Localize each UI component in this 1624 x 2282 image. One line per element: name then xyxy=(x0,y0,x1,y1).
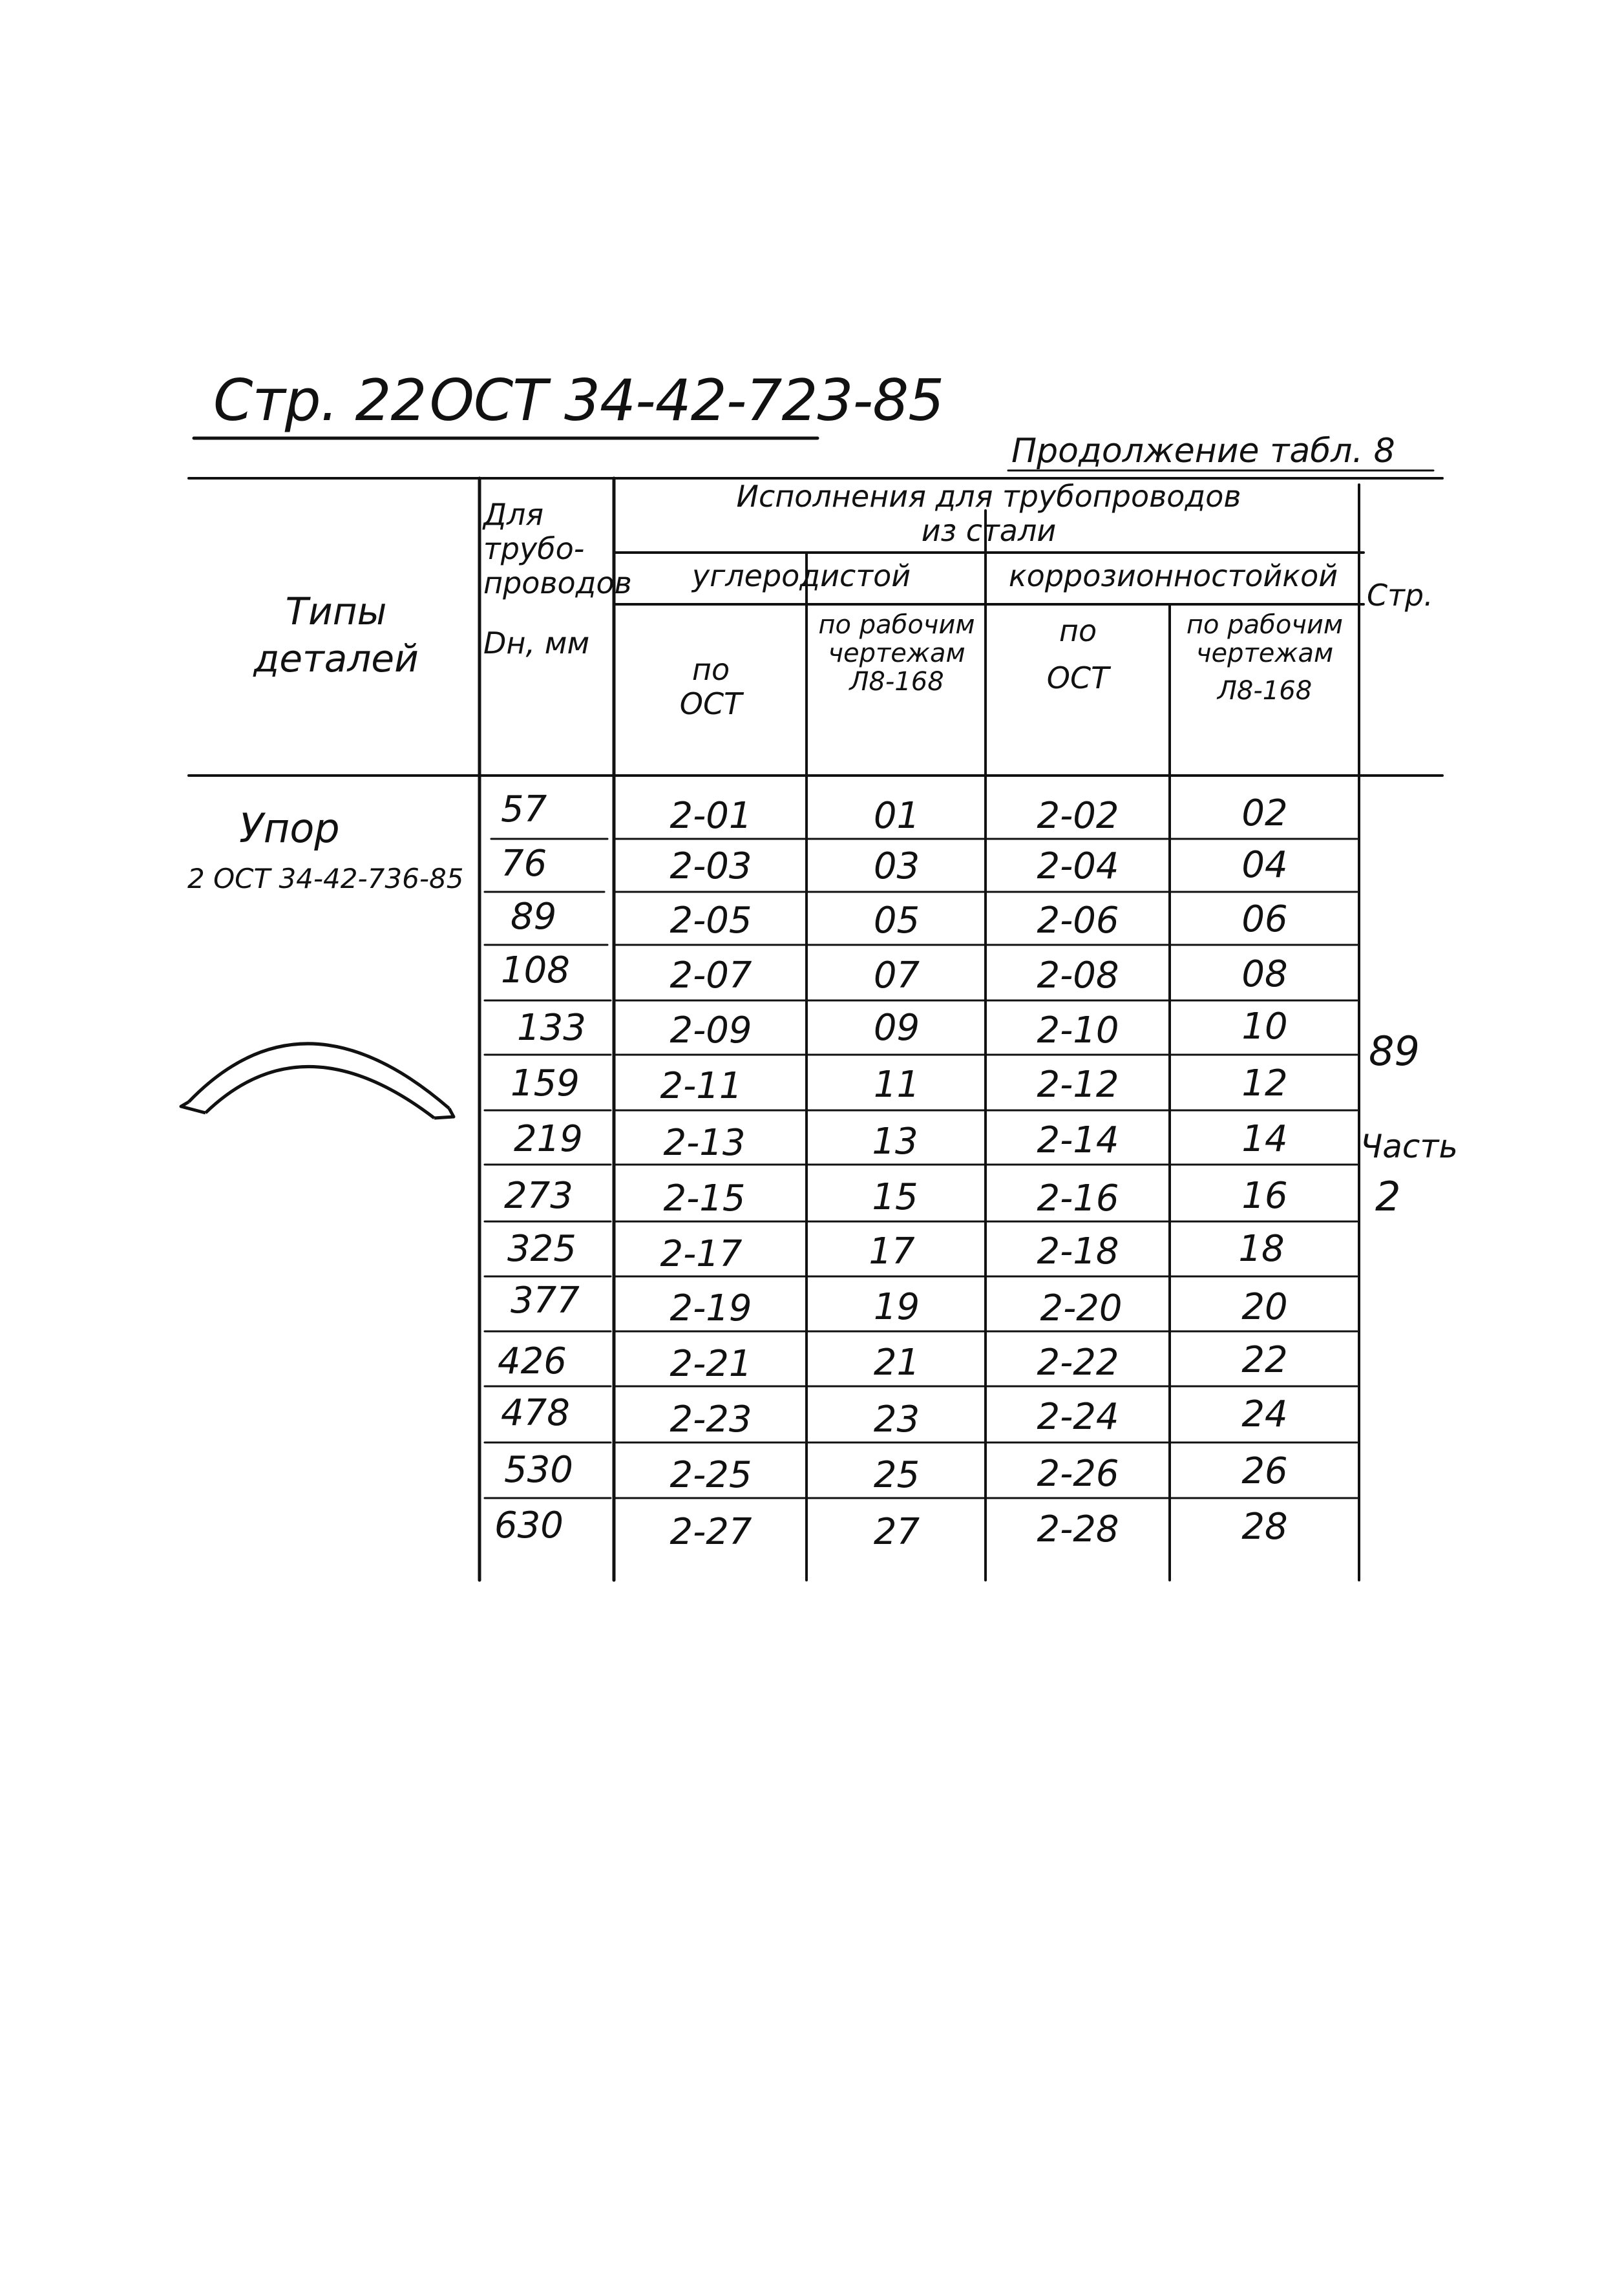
stainless-drawing-cell: 24 xyxy=(1241,1393,1288,1435)
stainless-ost-cell: 2-18 xyxy=(1037,1231,1119,1273)
stainless-drawing-cell: 26 xyxy=(1241,1450,1288,1492)
page-number: 89 xyxy=(1369,1028,1420,1075)
dn-cell: 108 xyxy=(501,949,570,991)
stainless-ost-cell: 2-20 xyxy=(1040,1287,1123,1329)
carbon-ost-cell: 2-25 xyxy=(670,1454,752,1496)
dn-cell: 57 xyxy=(501,788,547,830)
carbon-ost-cell: 2-09 xyxy=(670,1009,752,1051)
carbon-drawing-cell: 09 xyxy=(873,1007,920,1049)
carbon-drawing-cell: 15 xyxy=(872,1176,918,1218)
carbon-drawing-cell: 13 xyxy=(872,1121,918,1163)
stainless-ost-cell: 2-12 xyxy=(1037,1064,1119,1106)
stainless-drawing-cell: 02 xyxy=(1241,792,1288,834)
table-row xyxy=(0,1224,1624,1276)
stainless-drawing-cell: 08 xyxy=(1241,953,1288,995)
continuation-label: Продолжение табл. 8 xyxy=(1011,432,1395,470)
table-row xyxy=(0,841,1624,892)
carbon-drawing-cell: 21 xyxy=(873,1342,920,1384)
carbon-ost-cell: 2-01 xyxy=(670,795,752,837)
part-label: Часть xyxy=(1360,1128,1459,1165)
dn-cell: 219 xyxy=(514,1118,583,1160)
stainless-steel-header: коррозионностойкой xyxy=(1008,558,1338,593)
table-row xyxy=(0,1334,1624,1386)
carbon-drawing-cell: 25 xyxy=(873,1454,920,1496)
table-row xyxy=(0,1445,1624,1497)
detail-types-header: Типы деталей xyxy=(253,589,419,681)
stainless-ost-cell: 2-28 xyxy=(1037,1508,1119,1550)
page-ref: Стр. 22 xyxy=(213,367,427,434)
standard-number: ОСТ 34-42-723-85 xyxy=(429,367,944,434)
part-number: 2 xyxy=(1375,1173,1401,1220)
carbon-drawing-header: по рабочим чертежам Л8-168 xyxy=(818,610,975,697)
carbon-drawing-cell: 11 xyxy=(873,1064,920,1106)
carbon-steel-header: углеродистой xyxy=(691,558,911,593)
page-column-header: Стр. xyxy=(1367,578,1433,613)
dn-cell: 133 xyxy=(517,1007,586,1049)
carbon-ost-cell: 2-21 xyxy=(670,1343,752,1385)
carbon-ost-cell: 2-19 xyxy=(670,1287,752,1329)
dn-cell: 325 xyxy=(507,1228,576,1270)
carbon-drawing-cell: 03 xyxy=(873,845,920,887)
dn-cell: 159 xyxy=(511,1062,580,1104)
detail-standard: 2 ОСТ 34-42-736-85 xyxy=(187,863,464,894)
carbon-ost-cell: 2-05 xyxy=(670,900,752,942)
stainless-ost-cell: 2-04 xyxy=(1037,845,1119,887)
stainless-drawing-header: по рабочим чертежам Л8-168 xyxy=(1186,610,1344,706)
dn-header: Для трубо- проводов Dн, мм xyxy=(483,497,632,660)
stainless-drawing-cell: 04 xyxy=(1241,844,1288,886)
stainless-drawing-cell: 06 xyxy=(1241,898,1288,940)
stainless-drawing-cell: 16 xyxy=(1241,1175,1288,1217)
stainless-ost-cell: 2-02 xyxy=(1037,795,1119,837)
table-row xyxy=(0,787,1624,838)
carbon-ost-cell: 2-17 xyxy=(660,1233,743,1275)
stainless-ost-cell: 2-24 xyxy=(1037,1396,1119,1438)
table-row xyxy=(0,894,1624,945)
stainless-ost-cell: 2-14 xyxy=(1037,1119,1119,1161)
stainless-ost-header: по ОСТ xyxy=(1046,613,1110,695)
dn-cell: 377 xyxy=(511,1280,580,1322)
table-row xyxy=(0,1501,1624,1552)
carbon-drawing-cell: 23 xyxy=(873,1399,920,1441)
stainless-drawing-cell: 28 xyxy=(1241,1506,1288,1548)
dn-cell: 76 xyxy=(501,843,547,885)
dn-cell: 273 xyxy=(504,1175,573,1217)
stainless-drawing-cell: 10 xyxy=(1241,1006,1288,1048)
dn-cell: 89 xyxy=(511,896,557,938)
carbon-ost-cell: 2-27 xyxy=(670,1511,752,1553)
carbon-drawing-cell: 01 xyxy=(873,795,920,837)
stainless-ost-cell: 2-06 xyxy=(1037,900,1119,942)
carbon-drawing-cell: 27 xyxy=(873,1511,920,1553)
stainless-drawing-cell: 22 xyxy=(1241,1339,1288,1381)
dn-cell: 630 xyxy=(494,1505,564,1547)
stainless-ost-cell: 2-16 xyxy=(1037,1178,1119,1220)
stainless-ost-cell: 2-10 xyxy=(1037,1009,1119,1051)
dn-cell: 530 xyxy=(504,1449,573,1491)
carbon-ost-header: по ОСТ xyxy=(679,652,743,721)
carbon-ost-cell: 2-03 xyxy=(670,845,752,887)
stainless-ost-cell: 2-08 xyxy=(1037,955,1119,997)
stainless-ost-cell: 2-26 xyxy=(1037,1453,1119,1495)
stainless-ost-cell: 2-22 xyxy=(1037,1342,1119,1384)
carbon-ost-cell: 2-15 xyxy=(663,1178,746,1220)
table-row xyxy=(0,948,1624,1000)
stainless-drawing-cell: 20 xyxy=(1241,1286,1288,1328)
carbon-drawing-cell: 07 xyxy=(873,955,920,997)
versions-header: Исполнения для трубопроводов из стали xyxy=(736,479,1241,548)
dn-cell: 426 xyxy=(498,1340,567,1382)
table-row xyxy=(0,1389,1624,1441)
stainless-drawing-cell: 12 xyxy=(1241,1062,1288,1104)
carbon-drawing-cell: 17 xyxy=(869,1231,915,1273)
stainless-drawing-cell: 14 xyxy=(1241,1118,1288,1160)
dn-cell: 478 xyxy=(501,1392,570,1434)
carbon-ost-cell: 2-07 xyxy=(670,955,752,997)
table-row xyxy=(0,1278,1624,1330)
carbon-drawing-cell: 05 xyxy=(873,900,920,942)
carbon-ost-cell: 2-13 xyxy=(663,1122,746,1164)
carbon-ost-cell: 2-23 xyxy=(670,1399,752,1441)
page-header xyxy=(213,367,944,434)
carbon-drawing-cell: 19 xyxy=(873,1286,920,1328)
detail-name: Упор xyxy=(239,805,340,852)
stainless-drawing-cell: 18 xyxy=(1238,1228,1285,1270)
carbon-ost-cell: 2-11 xyxy=(660,1065,743,1107)
